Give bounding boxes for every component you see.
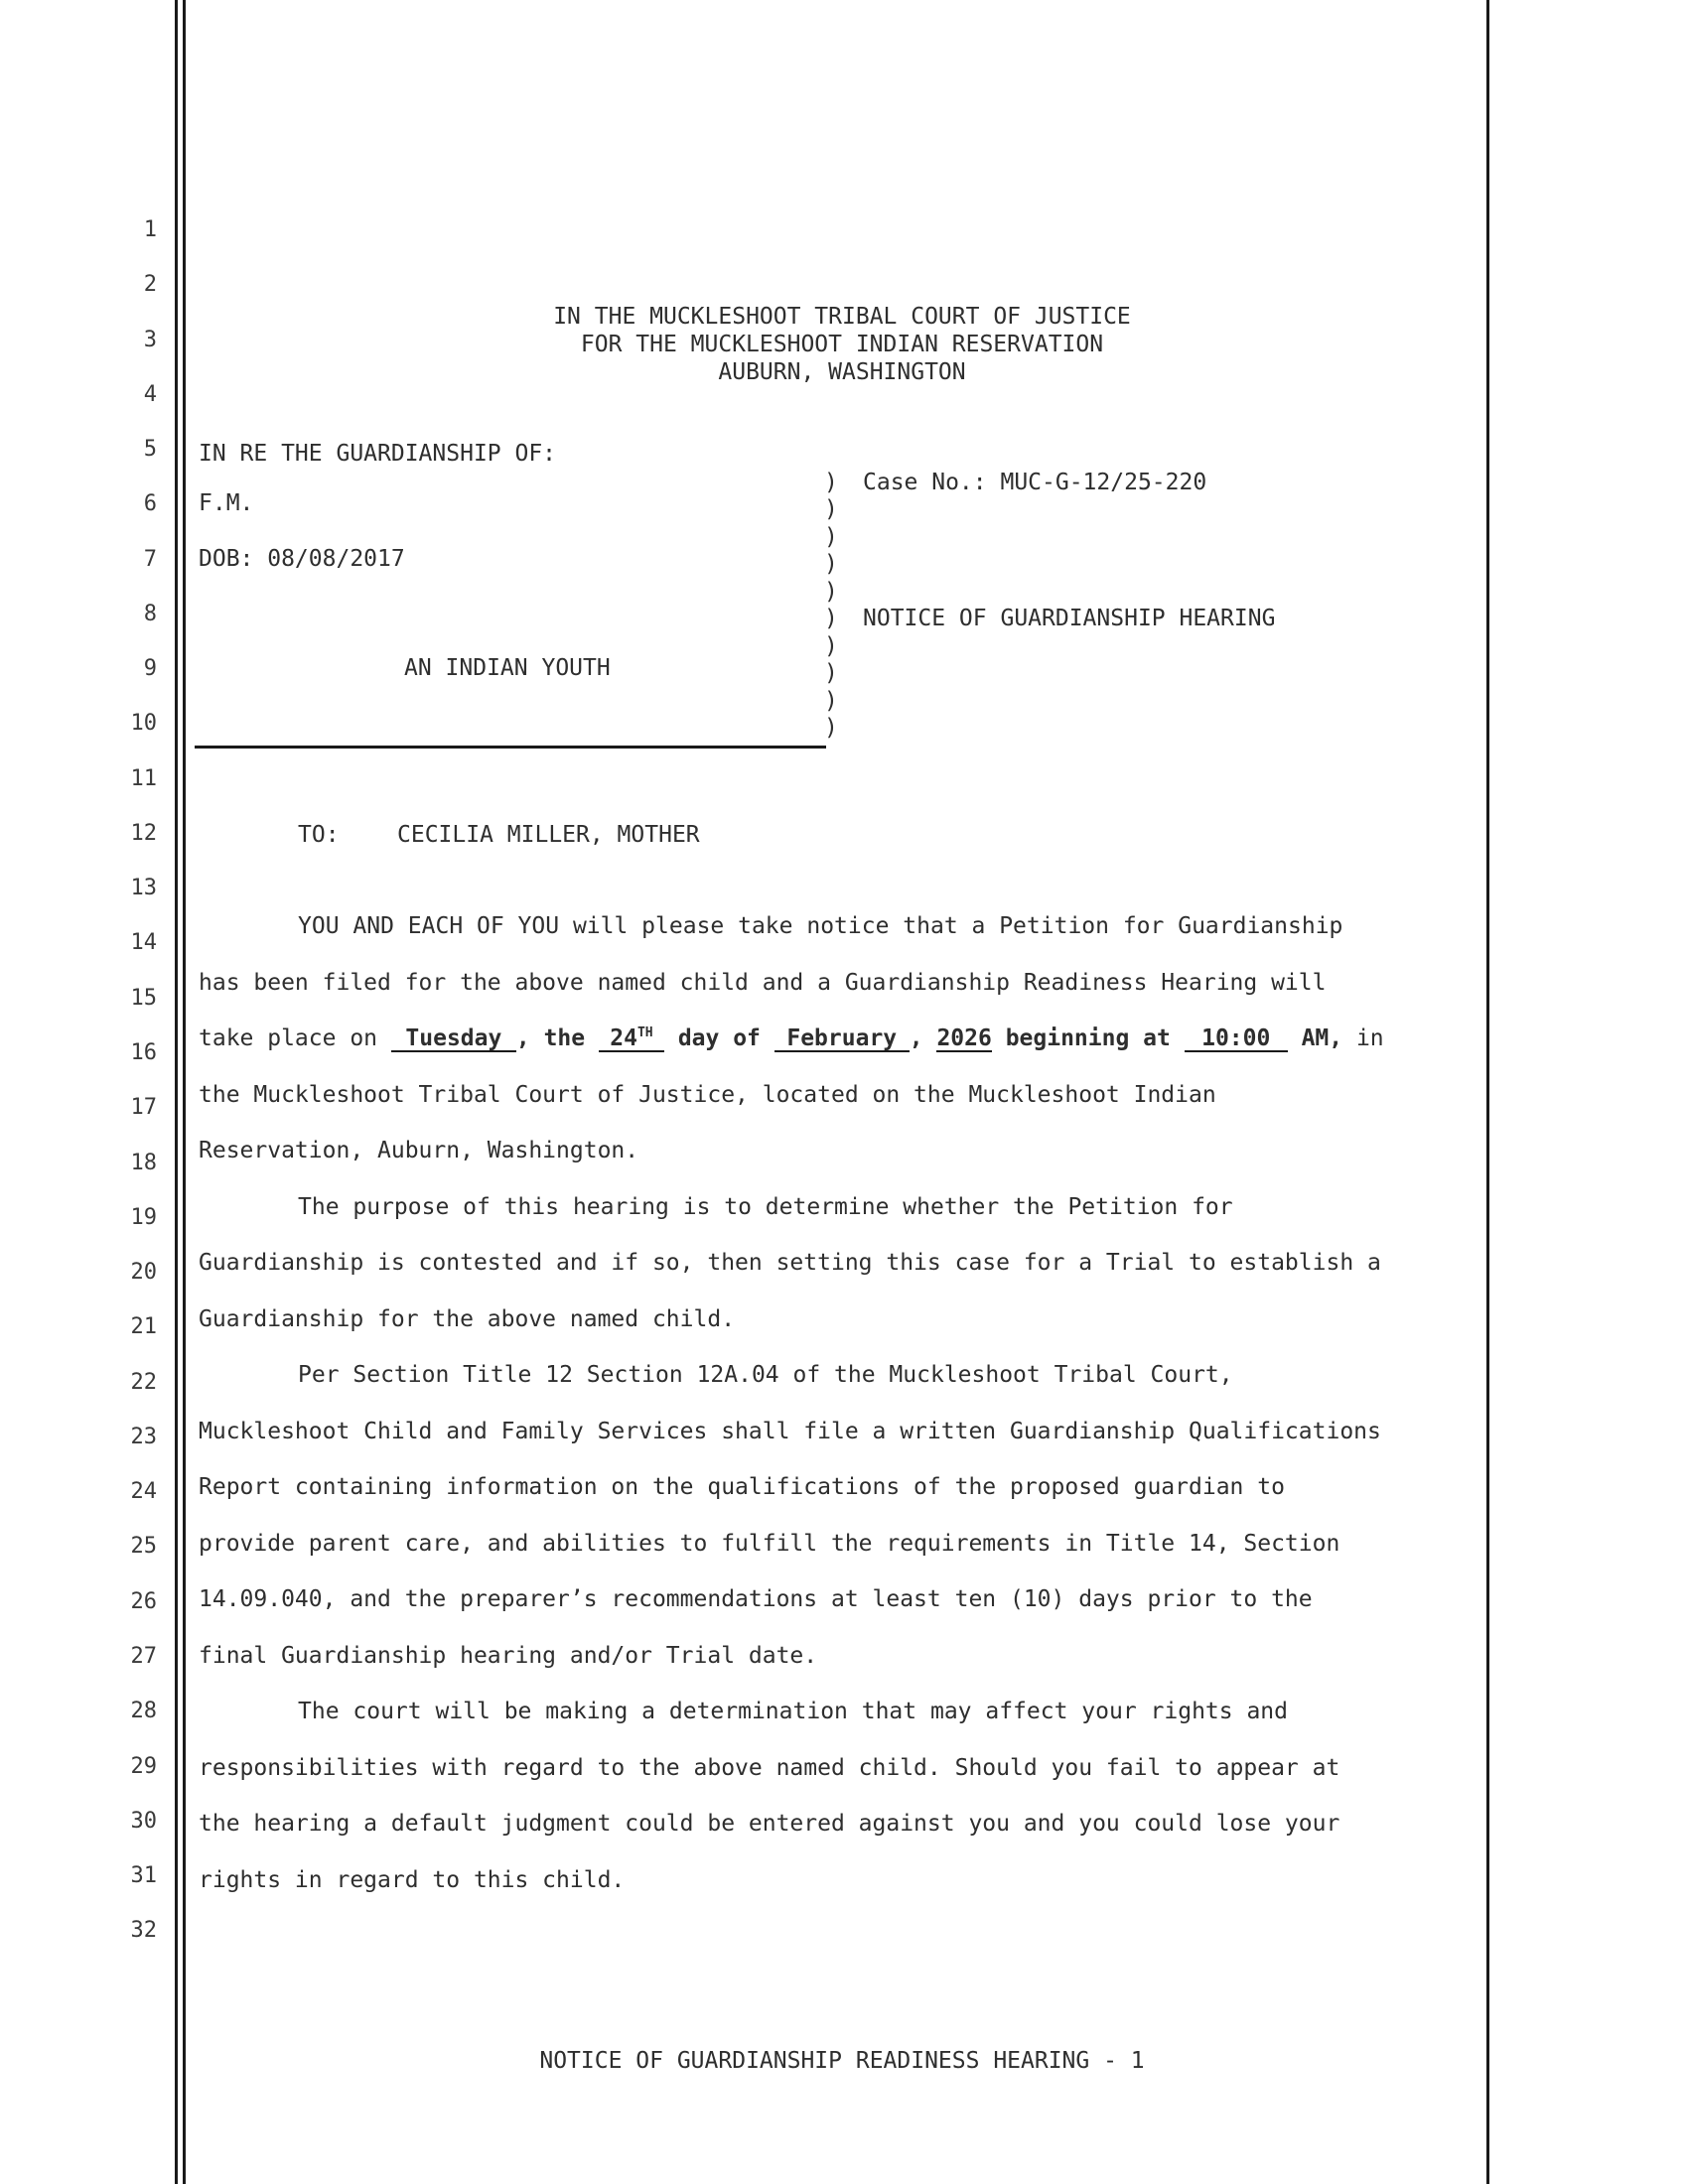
line-number: 5 bbox=[143, 437, 157, 462]
line-number: 7 bbox=[143, 547, 157, 572]
line-number: 13 bbox=[130, 876, 157, 900]
hearing-time: 10:00 bbox=[1185, 1026, 1288, 1052]
body-line: the Muckleshoot Tribal Court of Justice, located on the Muckleshoot Indian bbox=[199, 1082, 1216, 1108]
body-line: has been filed for the above named child and a Guardianship Readiness Hearing will bbox=[199, 970, 1327, 996]
body-line: The purpose of this hearing is to determine whether the Petition for bbox=[298, 1194, 1233, 1220]
line-number: 23 bbox=[130, 1425, 157, 1449]
line-number: 4 bbox=[143, 382, 157, 407]
caption-paren: ) bbox=[824, 470, 838, 495]
line-number: 12 bbox=[130, 821, 157, 846]
line-number: 19 bbox=[130, 1205, 157, 1230]
line-number: 20 bbox=[130, 1260, 157, 1285]
hearing-day-suffix: TH bbox=[636, 1025, 653, 1040]
line-number: 17 bbox=[130, 1095, 157, 1120]
line-number: 10 bbox=[130, 711, 157, 736]
line-number: 29 bbox=[130, 1754, 157, 1779]
line-number: 1 bbox=[143, 217, 157, 242]
hearing-month: February bbox=[774, 1026, 910, 1052]
caption-paren: ) bbox=[824, 688, 838, 714]
body-line: the hearing a default judgment could be entered against you and you could lose your bbox=[199, 1811, 1340, 1837]
caption-rule bbox=[195, 746, 826, 749]
body-line: rights in regard to this child. bbox=[199, 1867, 626, 1893]
caption-paren: ) bbox=[824, 633, 838, 659]
line-number: 16 bbox=[130, 1040, 157, 1065]
document-title: NOTICE OF GUARDIANSHIP HEARING bbox=[863, 606, 1276, 631]
caption-paren: ) bbox=[824, 524, 838, 550]
court-header-line1: IN THE MUCKLESHOOT TRIBAL COURT OF JUSTICE bbox=[553, 304, 1131, 330]
hearing-day-number: 24 bbox=[610, 1025, 637, 1051]
caption-paren: ) bbox=[824, 579, 838, 605]
line-number: 15 bbox=[130, 986, 157, 1011]
page-footer: NOTICE OF GUARDIANSHIP READINESS HEARING - 1 bbox=[539, 2048, 1145, 2074]
hearing-ampm: AM, bbox=[1287, 1025, 1343, 1051]
caption-in-re: IN RE THE GUARDIANSHIP OF: bbox=[199, 441, 557, 467]
hearing-comma: , bbox=[909, 1025, 937, 1051]
line-number: 9 bbox=[143, 656, 157, 681]
body-line: Muckleshoot Child and Family Services shall file a written Guardianship Qualifications bbox=[199, 1419, 1381, 1444]
caption-dob: DOB: 08/08/2017 bbox=[199, 546, 405, 572]
line-number: 14 bbox=[130, 930, 157, 955]
caption-paren: ) bbox=[824, 606, 838, 631]
hearing-beginning-text: beginning at bbox=[991, 1025, 1185, 1051]
body-line: provide parent care, and abilities to fulfill the requirements in Title 14, Section bbox=[199, 1531, 1340, 1557]
body-line: 14.09.040, and the preparer’s recommendations at least ten (10) days prior to the bbox=[199, 1586, 1313, 1612]
hearing-date-line bbox=[199, 1024, 1384, 1052]
line-number: 28 bbox=[130, 1699, 157, 1723]
line-number: 22 bbox=[130, 1370, 157, 1395]
hearing-the-text: , the bbox=[515, 1025, 599, 1051]
hearing-lead-text: take place on bbox=[199, 1025, 391, 1051]
court-header-line3: AUBURN, WASHINGTON bbox=[718, 359, 966, 385]
body-line: Guardianship for the above named child. bbox=[199, 1306, 736, 1332]
hearing-day-of-text: day of bbox=[663, 1025, 774, 1051]
caption-status: AN INDIAN YOUTH bbox=[404, 655, 611, 681]
body-line: final Guardianship hearing and/or Trial date. bbox=[199, 1643, 818, 1669]
line-number: 26 bbox=[130, 1589, 157, 1614]
body-line: responsibilities with regard to the above named child. Should you fail to appear at bbox=[199, 1755, 1340, 1781]
hearing-weekday: Tuesday bbox=[391, 1026, 516, 1052]
court-header-line2: FOR THE MUCKLESHOOT INDIAN RESERVATION bbox=[580, 332, 1104, 357]
line-number: 24 bbox=[130, 1479, 157, 1504]
left-border-outer bbox=[175, 0, 178, 2184]
line-number: 32 bbox=[130, 1918, 157, 1943]
line-number: 18 bbox=[130, 1151, 157, 1175]
body-line: YOU AND EACH OF YOU will please take notice that a Petition for Guardianship bbox=[298, 913, 1343, 939]
body-line: Per Section Title 12 Section 12A.04 of the Muckleshoot Tribal Court, bbox=[298, 1362, 1233, 1388]
body-line: Reservation, Auburn, Washington. bbox=[199, 1138, 639, 1163]
to-recipient: CECILIA MILLER, MOTHER bbox=[397, 822, 700, 848]
line-number-column bbox=[0, 0, 169, 2184]
line-number: 31 bbox=[130, 1863, 157, 1888]
body-line: The court will be making a determination that may affect your rights and bbox=[298, 1699, 1288, 1724]
left-border-inner bbox=[183, 0, 186, 2184]
caption-paren: ) bbox=[824, 496, 838, 522]
line-number: 30 bbox=[130, 1809, 157, 1834]
hearing-in-text: in bbox=[1342, 1025, 1384, 1051]
line-number: 6 bbox=[143, 491, 157, 516]
body-line: Guardianship is contested and if so, then setting this case for a Trial to establish a bbox=[199, 1250, 1381, 1276]
body-line: Report containing information on the qualifications of the proposed guardian to bbox=[199, 1474, 1285, 1500]
line-number: 25 bbox=[130, 1534, 157, 1559]
caption-child-name: F.M. bbox=[199, 490, 254, 516]
to-label: TO: bbox=[298, 822, 340, 848]
hearing-day bbox=[599, 1026, 664, 1052]
line-number: 27 bbox=[130, 1644, 157, 1669]
line-number: 3 bbox=[143, 328, 157, 352]
line-number: 8 bbox=[143, 602, 157, 626]
line-number: 2 bbox=[143, 272, 157, 297]
case-number: Case No.: MUC-G-12/25-220 bbox=[863, 470, 1207, 495]
caption-paren: ) bbox=[824, 660, 838, 686]
line-number: 11 bbox=[130, 766, 157, 791]
line-number: 21 bbox=[130, 1314, 157, 1339]
caption-paren: ) bbox=[824, 715, 838, 741]
hearing-year: 2026 bbox=[936, 1025, 992, 1051]
caption-paren: ) bbox=[824, 551, 838, 577]
